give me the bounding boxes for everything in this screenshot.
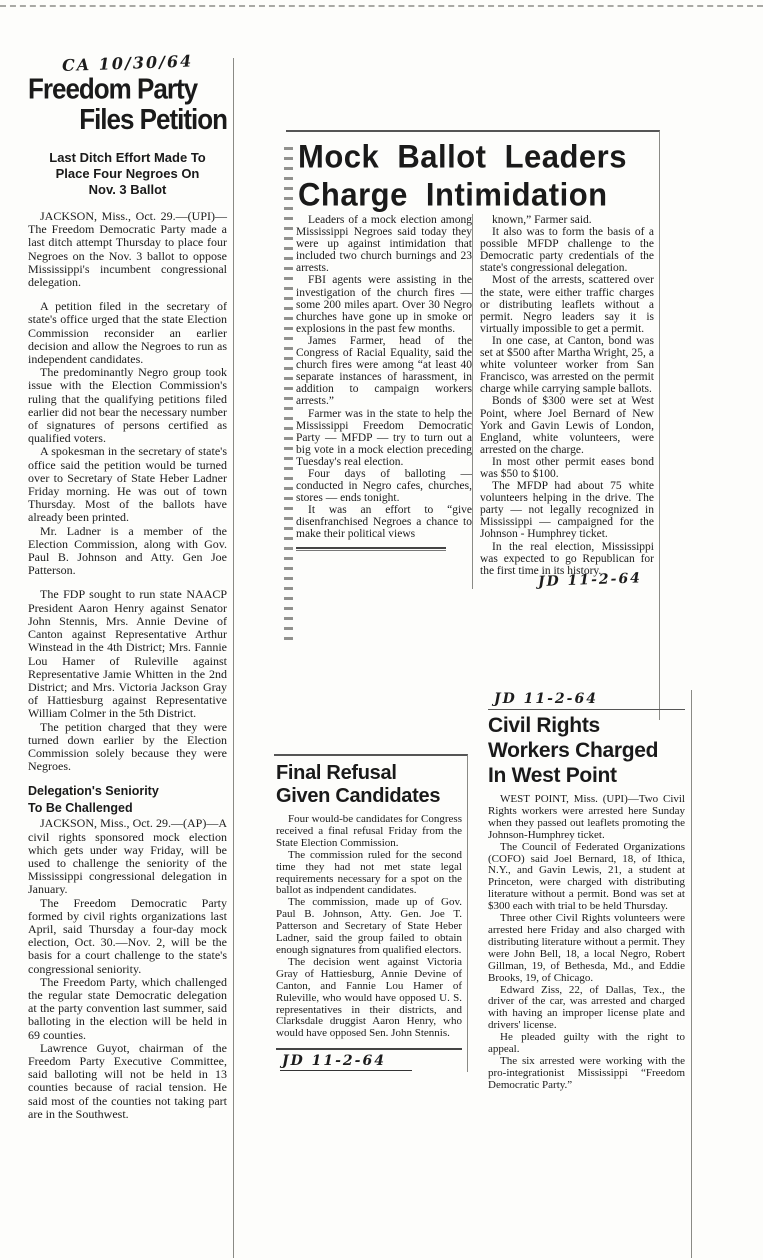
handwritten-date-annotation: JD 11-2-64 (494, 691, 598, 707)
paragraph: The six arrested were working with the pro-integrationist Mississippi “Freedom Democratic Party.” (488, 1054, 685, 1091)
clipping-top-edge (488, 690, 685, 710)
handwritten-date-annotation: JD 11-2-64 (537, 570, 643, 590)
article-columns (286, 214, 659, 589)
paragraph: Edward Ziss, 22, of Dallas, Tex., the driver of the car, was arrested and charged with having an improper license plate and drivers' license. (488, 983, 685, 1032)
paragraph: The predominantly Negro group took issue with the Election Commission's ruling that the qualifying petitions filed earlier did not bear the necessary number of signatures of persons certified as qualified voters. (28, 365, 227, 446)
headline (286, 132, 659, 218)
headline (276, 760, 462, 814)
paragraph: The Council of Federated Organizations (COFO) said Joel Bernard, 18, of Ithica, N.Y., and Gavin Lewis, 21, a student at Princeton, were charged with distributing literature without a permit. Bond was set at $300 each with trial to be held Thursday. (488, 840, 685, 913)
subheadline-line: Last Ditch Effort Made To (49, 150, 206, 165)
headline (28, 71, 227, 136)
subheadline (28, 150, 227, 198)
article-body (488, 794, 685, 1092)
page-top-dashed-edge (0, 5, 763, 7)
paragraph: In the real election, Mississippi was expected to go Republican for the first time in its history. (480, 540, 654, 577)
paragraph: The Freedom Democratic Party formed by civil rights organizations last April, said Thursday a four-day mock election, Oct. 30.—Nov. 2, will be the basis for a court challenge to the state's congressional seniority. (28, 895, 227, 976)
paragraph: Four would-be candidates for Congress received a final refusal Friday from the State Election Commission. (276, 813, 462, 849)
paragraph: In most other permit eases bond was $50 to $100. (480, 455, 654, 480)
article-body (276, 814, 462, 1040)
paragraph: A petition filed in the secretary of state's office urged that the state Election Commission reconsider an earlier decision and allow the Negroes to run as independent candidates. (28, 299, 227, 367)
section-heading (28, 783, 227, 817)
paragraph: Most of the arrests, scattered over the state, were either traffic charges or distributing leaflets without a permit. Negro leaders say it is virtually impossible to get a permit. (480, 274, 654, 335)
paragraph: The MFDP had about 75 white volunteers helping in the drive. The party — not legally recognized in Mississippi — campaigned for the Johnson - Humphrey ticket. (480, 480, 654, 541)
paragraph: James Farmer, head of the Congress of Racial Equality, said the church fires were among “at least 40 separate instances of harassment, in addition to campaign workers arrests.” (296, 334, 472, 408)
headline (488, 710, 685, 794)
headline-line: In West Point (488, 764, 617, 787)
paragraph: Lawrence Guyot, chairman of the Freedom Party Executive Committee, said balloting will not be held in 13 counties because of racial tension. He said most of the counties not taking part are in the Southwest. (28, 1040, 227, 1121)
paragraph: JACKSON, Miss., Oct. 29.—(UPI)—The Freedom Democratic Party made a last ditch attempt Thursday to place four Negroes on the Nov. 3 ballot to oppose Mississippi's incumbent congressional delegation. (28, 209, 227, 290)
headline-line: Final Refusal (276, 762, 397, 784)
paragraph: A spokesman in the secretary of state's office said the petition would be turned over to Secretary of State Heber Ladner Friday morning. He was out of town Thursday. Most of the ballots have already been printed. (28, 444, 227, 525)
paragraph: It was an effort to “give disenfranchised Negroes a chance to make their political views (296, 504, 472, 541)
paragraph: WEST POINT, Miss. (UPI)—Two Civil Rights workers were arrested here Sunday when they passed out leaflets promoting the Johnson-Humphrey ticket. (488, 793, 685, 841)
paragraph: FBI agents were assisting in the investigation of the church fires — some 200 miles apart. Over 30 Negro churches have gone up in smoke or explosions in the past few months. (296, 274, 472, 335)
paragraph: The FDP sought to run state NAACP President Aaron Henry against Senator John Stennis, Mrs. Annie Devine of Canton against Representative Arthur Winstead in the 4th District; Mrs. Fannie Lou Hamer of Ruleville against Representative Jamie Whitten in the 2nd District; and Mrs. Victoria Jackson Gray of Hattiesburg against Representative William Colmer in the 5th District. (28, 587, 227, 721)
subheadline-line: Place Four Negroes On (55, 166, 200, 181)
section-heading-line: To Be Challenged (28, 801, 133, 816)
article-body (28, 210, 227, 1121)
paragraph: He pleaded guilty with the right to appeal. (488, 1031, 685, 1056)
paragraph: Bonds of $300 were set at West Point, where Joel Bernard of New York and Gavin Lewis of London, England, white volunteers, were arrested on the charge. (480, 395, 654, 456)
headline-line: Civil Rights (488, 714, 600, 737)
clipping-mock-ballot-leaders (286, 130, 660, 720)
paragraph: Three other Civil Rights volunteers were arrested here Friday and also charged with distributing literature without a permit. They were John Bell, 18, a local Negro, Robert Gillman, 19, of Bethesda, Md., and Eddie Brooks, 19, of Chicago. (488, 912, 685, 984)
paragraph: JACKSON, Miss., Oct. 29.—(AP)—A civil rights sponsored mock election which gets under way Friday, will be used to challenge the seniority of the Mississippi congressional delegation in January. (28, 816, 227, 897)
handwritten-date-annotation: JD 11-2-64 (280, 1053, 412, 1071)
clipping-civil-rights-workers-charged (486, 690, 692, 1258)
right-column (472, 214, 654, 589)
headline-line: Given Candidates (276, 785, 441, 807)
paragraph: In one case, at Canton, bond was set at $500 after Martha Wright, 25, a white volunteer worker from San Francisco, was arrested on the permit charge while carrying sample ballots. (480, 334, 654, 396)
paragraph: The decision went against Victoria Gray of Hattiesburg, Annie Devine of Canton, and Fannie Lou Hamer of Ruleville, who would have opposed U. S. representatives in their districts, and Clarksdale druggist Aaron Henry, who would have opposed Sen. John Stennis. (276, 955, 462, 1040)
paragraph: It also was to form the basis of a possible MFDP challenge to the Democratic party credentials of the state's congressional delegation. (480, 226, 654, 275)
paragraph: The commission ruled for the second time they had not met state legal requirements necessary for a spot on the ballot as indpendent candidates. (276, 848, 462, 897)
headline-line: Freedom Party (28, 71, 198, 106)
paragraph: The Freedom Party, which challenged the regular state Democratic delegation at the party convention last summer, said balloting in the election will be held in 69 counties. (28, 974, 227, 1042)
paragraph: Mr. Ladner is a member of the Election Commission, along with Gov. Paul B. Johnson and Atty. Gen Joe Patterson. (28, 523, 227, 578)
headline-line: Workers Charged (488, 739, 659, 762)
paragraph: Leaders of a mock election among Mississippi Negroes said today they were up against intimidation that included two church burnings and 23 arrests. (296, 214, 472, 275)
paragraph: Farmer was in the state to help the Mississippi Freedom Democratic Party — MFDP — try to turn out a big vote in a mock election preceding Tuesday's real election. (296, 407, 472, 468)
headline-line: Charge Intimidation (298, 176, 608, 213)
paragraph: known,” Farmer said. (492, 214, 592, 226)
left-column (296, 214, 472, 589)
section-heading-line: Delegation's Seniority (28, 784, 159, 799)
subheadline-line: Nov. 3 Ballot (88, 182, 167, 197)
paragraph: The petition charged that they were turned down earlier by the Election Commission solely because they were Negroes. (28, 719, 227, 774)
handwritten-date-annotation: CA 10/30/64 (61, 51, 194, 75)
headline-line: Mock Ballot Leaders (298, 138, 627, 176)
clipping-freedom-party-files-petition (28, 51, 234, 1258)
end-of-column-rule (296, 547, 446, 551)
clipping-bottom-edge (276, 1048, 462, 1072)
clipping-final-refusal (274, 754, 468, 1072)
paragraph: Four days of balloting — conducted in Negro cafes, churches, stores — ends tonight. (296, 467, 472, 505)
paragraph: The commission, made up of Gov. Paul B. Johnson, Atty. Gen. Joe T. Patterson and Secretary of State Heber Ladner, said the group failed to obtain enough signatures from qualified electors. (276, 896, 462, 956)
headline-line: Files Petition (79, 102, 227, 136)
